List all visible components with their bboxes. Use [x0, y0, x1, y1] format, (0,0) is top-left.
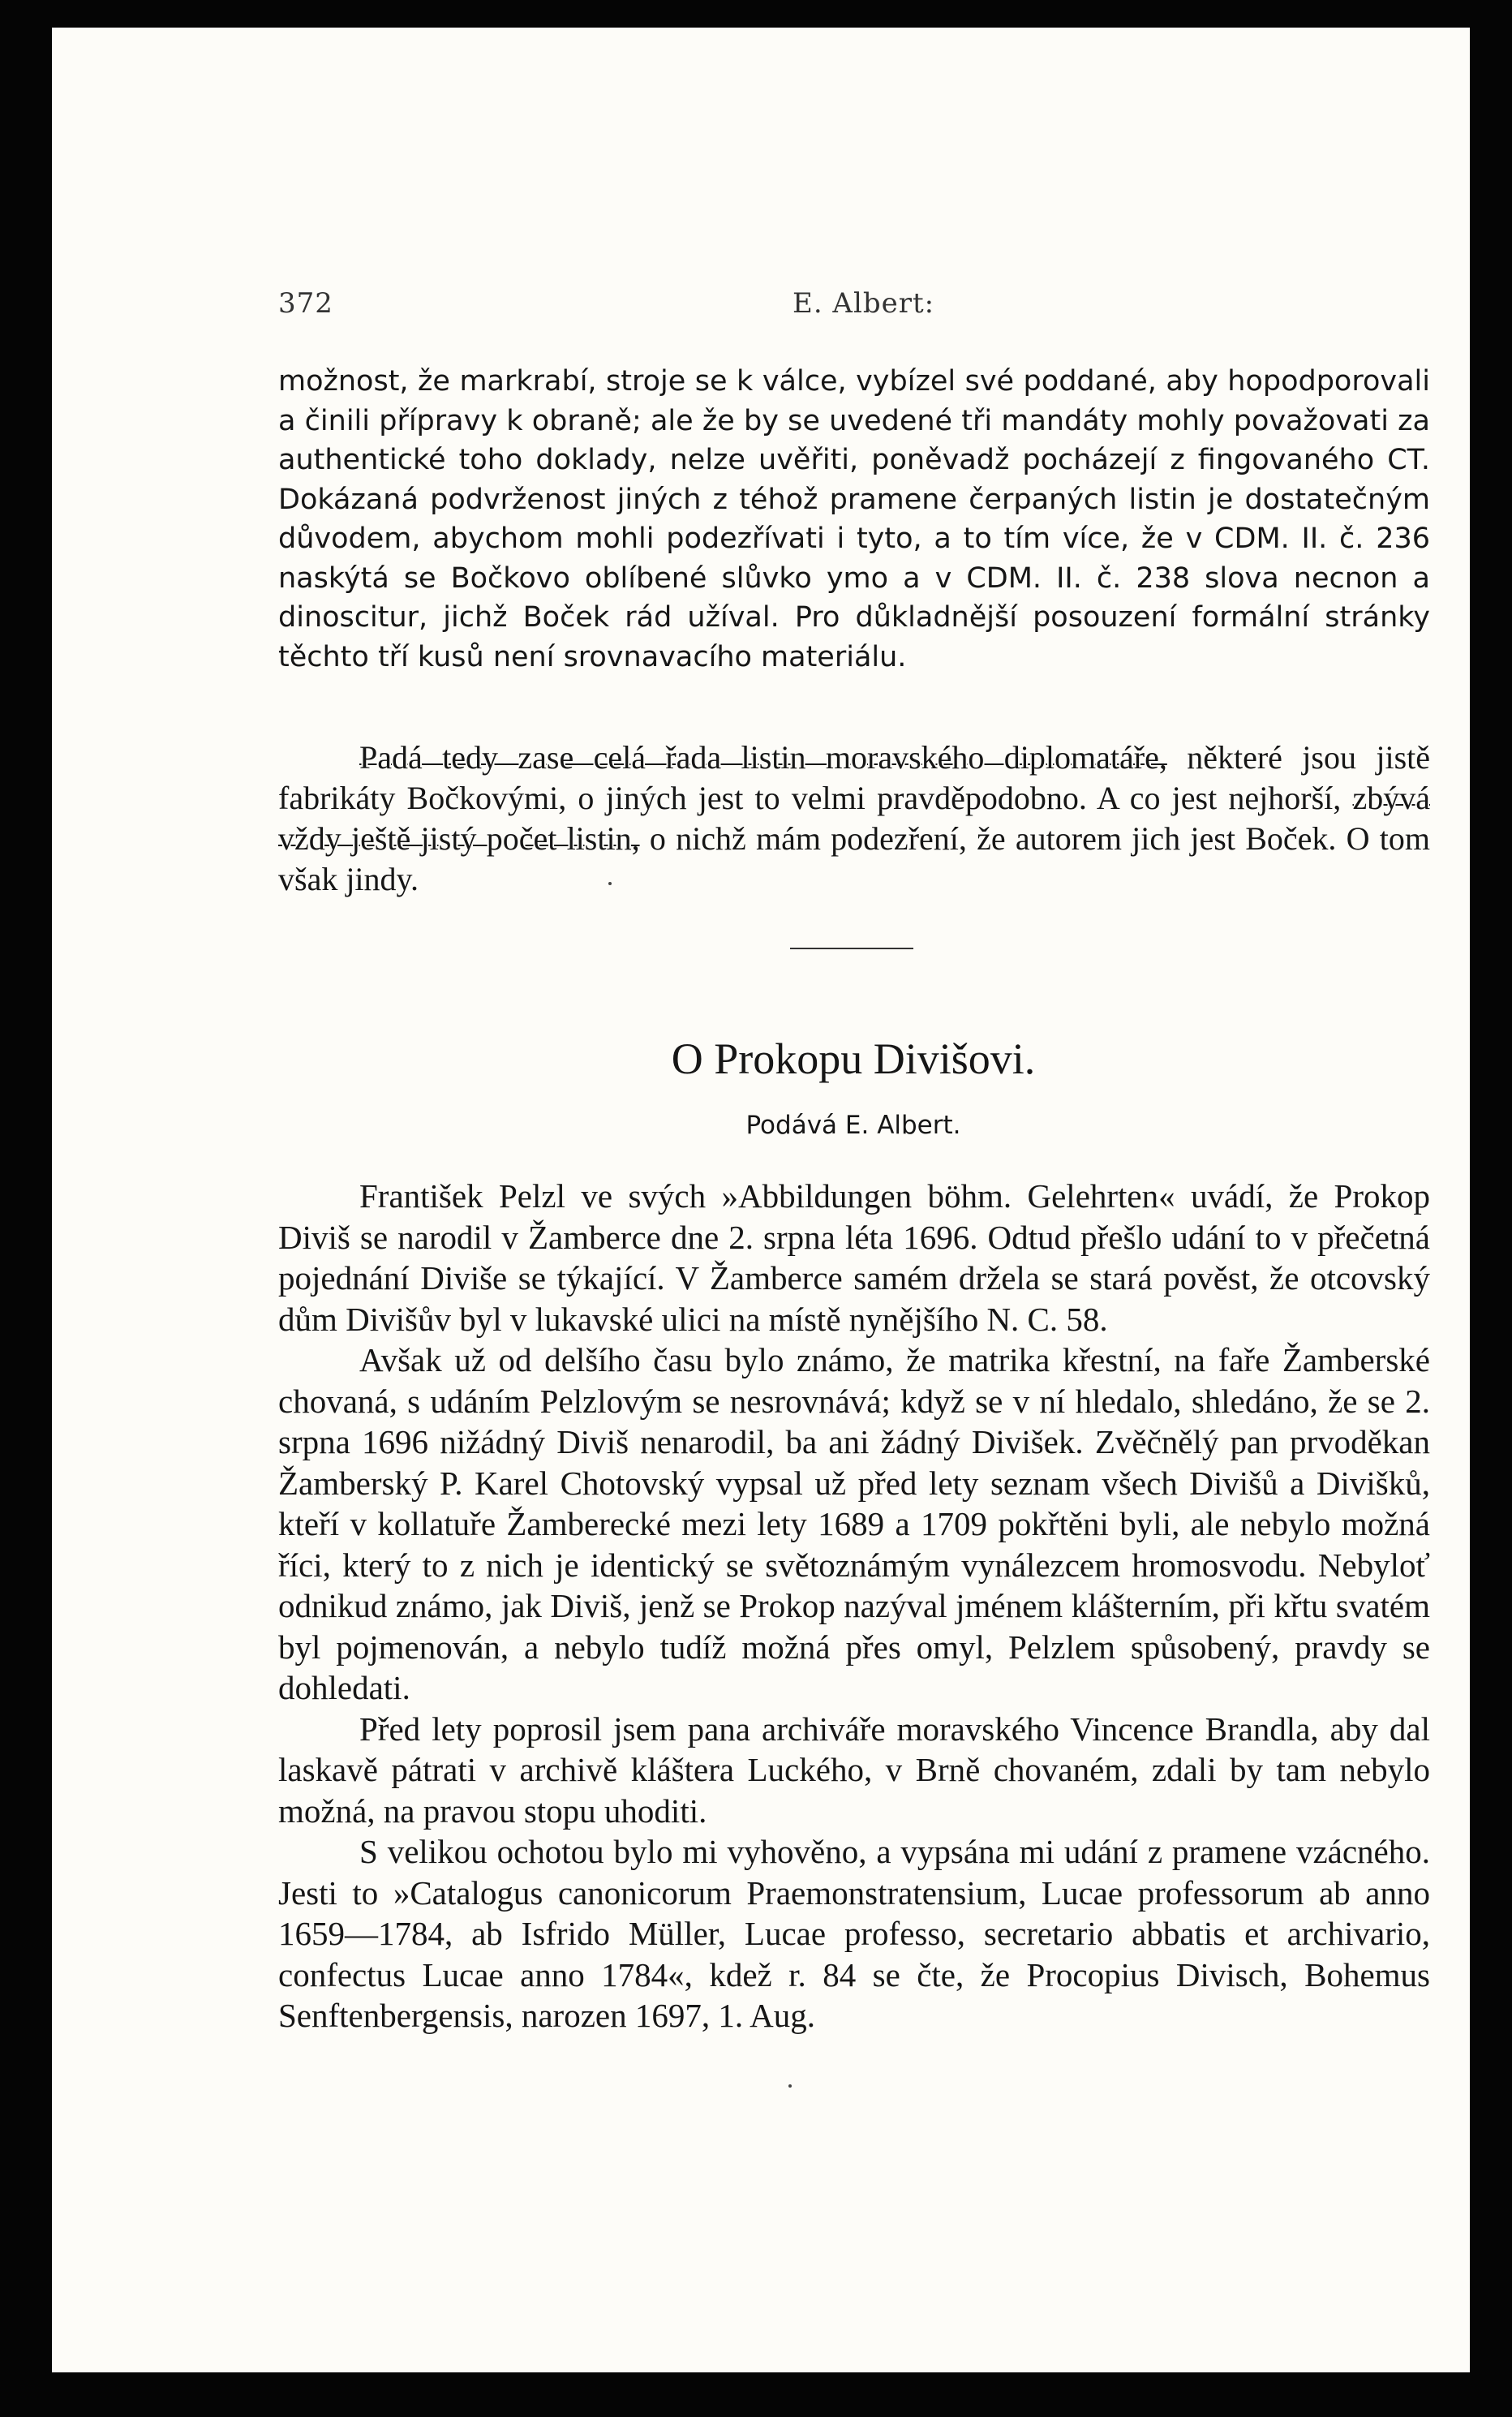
running-head: [233, 255, 1429, 320]
page: [52, 28, 1470, 2372]
underlined-text: zbývá vždy ještě jistý počet listin,: [278, 780, 1430, 857]
paragraph: Před lety poprosil jsem pana archiváře moravského Vincence Brandla, aby dal laskavě pátrati v archivě kláštera Luckého, v Brně chovaném, zdali by tam nebylo možná, na pravou stopu uhoditi.: [278, 1710, 1430, 1830]
article-byline: Podává E. Albert.: [745, 1111, 961, 1140]
paragraph: možnost, že markrabí, stroje se k válce, vybízel své poddané, aby hopodporovali a činili přípravy k obraně; ale že by se uvedené tři mandáty mohly považovati za authentické toho doklady, nelze uvěřiti, poněvadž pocházejí z fingovaného CT. Dokázaná podvrženost jiných z téhož pramene čerpaných listin je dostatečným důvodem, abychom mohli podezřívati i tyto, a to tím více, že v CDM. II. č. 236 naskýtá se Bočkovo oblíbené slůvko ymo a v CDM. II. č. 238 slova necnon a dinoscitur, jichž Boček rád užíval. Pro důkladnější posouzení formální stránky těchto tří kusů není srovnavacího materiálu.: [278, 365, 1430, 673]
page-number: 372: [278, 287, 333, 320]
paragraph: [278, 738, 1430, 900]
scan-speck: [608, 882, 612, 885]
text-span: některé jsou jistě fabrikáty Bočkovými, o jiných jest to velmi pravděpodobno. A co jest nejhorší,: [278, 739, 1430, 816]
running-head-title: E. Albert:: [793, 287, 935, 320]
underlined-text: Padá tedy zase celá řada listin moravského diplomatáře,: [359, 739, 1167, 776]
paragraph: S velikou ochotou bylo mi vyhověno, a vypsána mi udání z pramene vzácného. Jesti to »Catalogus canonicorum Praemonstratensium, Lucae professorum ab anno 1659—1784, ab Isfrido Müller, Lucae professo, secretario abbatis et archivario, confectus Lucae anno 1784«, kdež r. 84 se čte, že Procopius Divisch, Bohemus Senftenbergensis, narozen 1697, 1. Aug.: [278, 1833, 1430, 2034]
scan-speck: [788, 2084, 792, 2088]
text-span: o nichž mám podezření, že autorem jich jest Boček. O tom však jindy.: [278, 820, 1430, 897]
article-body: [278, 1176, 1430, 2036]
paragraph: Avšak už od delšího času bylo známo, že matrika křestní, na faře Žamberské chovaná, s udáním Pelzlovým se nesrovnává; když se v ní hledalo, shledáno, že se 2. srpna 1696 nižádný Diviš nenarodil, ba ani žádný Divišek. Zvěčnělý pan prvoděkan Žamberský P. Karel Chotovský vypsal už před lety seznam všech Divišů a Divišků, kteří v kollatuře Žamberecké mezi lety 1689 a 1709 pokřtěni byli, ale nebylo možná říci, který to z nich je identický se světoznámým vynálezcem hromosvodu. Nebyloť odnikud známo, jak Diviš, jenž se Prokop nazýval jménem klášterním, při křtu svatém byl pojmenován, a nebylo tudíž možná přes omyl, Pelzlem spůsobený, pravdy se dohledati.: [278, 1341, 1430, 1706]
page-content: [233, 255, 1430, 2034]
section-divider: [790, 948, 913, 949]
article-title: O Prokopu Divišovi.: [671, 1034, 1036, 1083]
paragraph: František Pelzl ve svých »Abbildungen böhm. Gelehrten« uvádí, že Prokop Diviš se narodil v Žamberce dne 2. srpna léta 1696. Odtud přešlo udání to v přečetná pojednání Diviše se týkající. V Žamberce samém držela se stará pověst, že otcovský dům Divišův byl v lukavské ulici na místě nynějšího N. C. 58.: [278, 1177, 1430, 1338]
